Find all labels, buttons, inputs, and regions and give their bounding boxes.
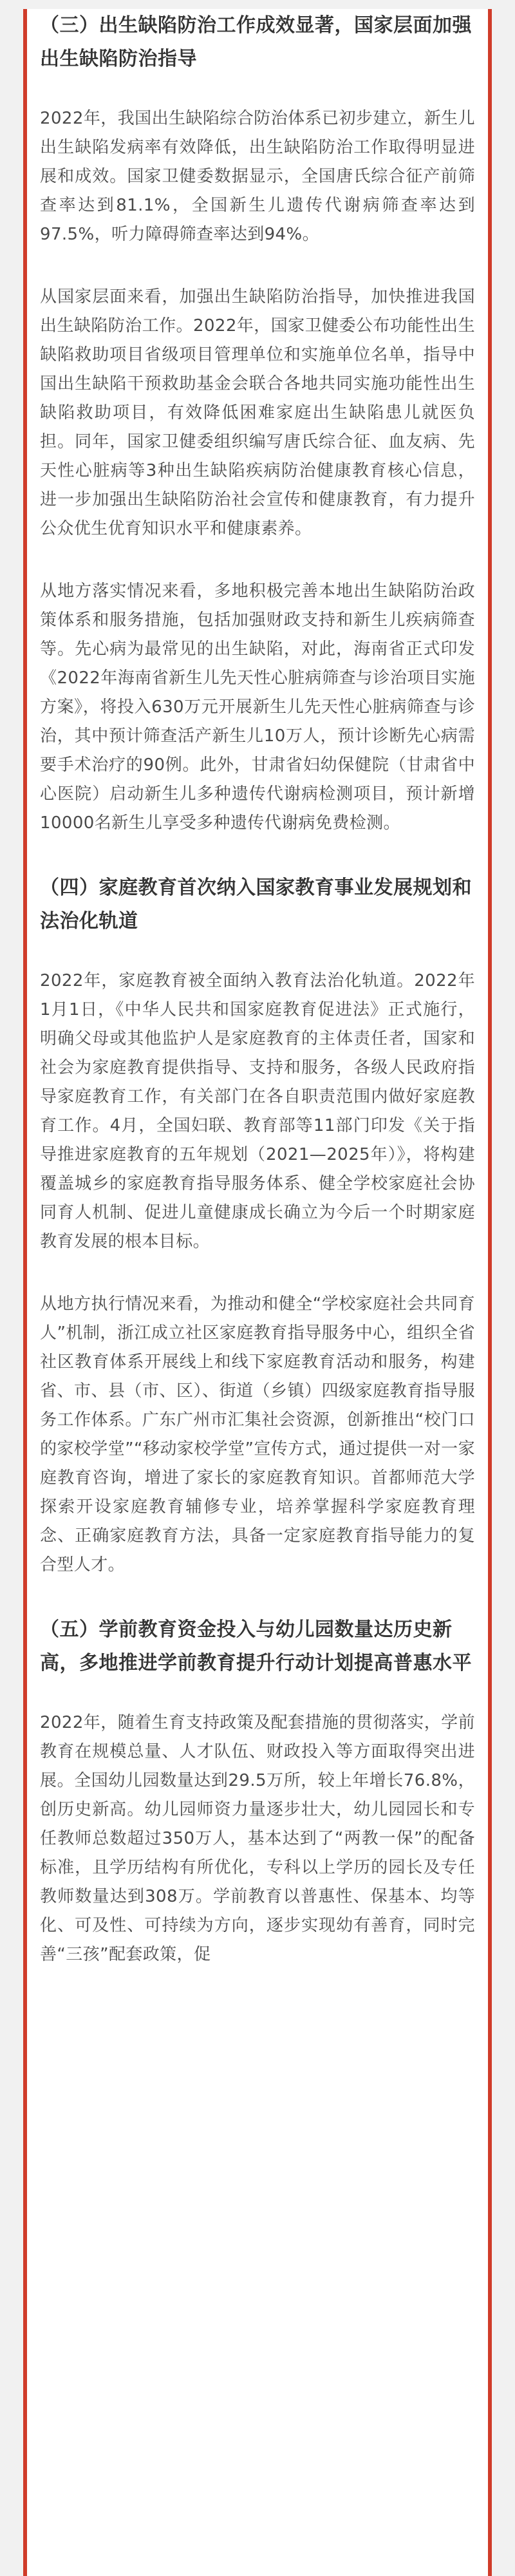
paragraph: 从地方执行情况来看，为推动和健全“学校家庭社会共同育人”机制，浙江成立社区家庭教育指导服务中心，组织全省社区教育体系开展线上和线下家庭教育活动和服务，构建省、市、县（市、区）、街道（乡镇）四级家庭教育指导服务工作体系。广东广州市汇集社会资源，创新推出“校门口的家校学堂”“移动家校学堂”宣传方式，通过提供一对一家庭教育咨询，增进了家长的家庭教育知识。首都师范大学探索开设家庭教育辅修专业，培养掌握科学家庭教育理念、正确家庭教育方法，具备一定家庭教育指导能力的复合型人才。	[40, 1294, 475, 1575]
paragraph: 2022年，我国出生缺陷综合防治体系已初步建立，新生儿出生缺陷发病率有效降低，出生缺陷防治工作取得明显进展和成效。国家卫健委数据显示，全国唐氏综合征产前筛查率达到81.1%，全国新生儿遗传代谢病筛查率达到97.5%，听力障碍筛查率达到94%。	[40, 109, 475, 244]
paragraph: 2022年，随着生育支持政策及配套措施的贯彻落实，学前教育在规模总量、人才队伍、财政投入等方面取得突出进展。全国幼儿园数量达到29.5万所，较上年增长76.8%，创历史新高。幼儿园师资力量逐步壮大，幼儿园园长和专任教师总数超过350万人，基本达到了“两教一保”的配备标准，且学历结构有所优化，专科以上学历的园长及专任教师数量达到308万。学前教育以普惠性、保基本、均等化、可及性、可持续为方向，逐步实现幼有善育，同时完善“三孩”配套政策，促	[40, 1713, 475, 1964]
section-heading-3: （三）出生缺陷防治工作成效显著，国家层面加强出生缺陷防治指导	[40, 14, 472, 70]
paragraph: 2022年，家庭教育被全面纳入教育法治化轨道。2022年1月1日，《中华人民共和国家庭教育促进法》正式施行，明确父母或其他监护人是家庭教育的主体责任者，国家和社会为家庭教育提供指导、支持和服务，各级人民政府指导家庭教育工作，有关部门在各自职责范围内做好家庭教育工作。4月，全国妇联、教育部等11部门印发《关于指导推进家庭教育的五年规划（2021—2025年）》，将构建覆盖城乡的家庭教育指导服务体系、健全学校家庭社会协同育人机制、促进儿童健康成长确立为今后一个时期家庭教育发展的根本目标。	[40, 971, 475, 1251]
article-content	[33, 9, 482, 1969]
section-heading-4: （四）家庭教育首次纳入国家教育事业发展规划和法治化轨道	[40, 876, 472, 933]
article-frame	[23, 9, 492, 2576]
section-heading-5: （五）学前教育资金投入与幼儿园数量达历史新高，多地推进学前教育提升行动计划提高普惠水平	[40, 1618, 472, 1674]
paragraph: 从地方落实情况来看，多地积极完善本地出生缺陷防治政策体系和服务措施，包括加强财政支持和新生儿疾病筛查等。先心病为最常见的出生缺陷，对此，海南省正式印发《2022年海南省新生儿先天性心脏病筛查与诊治项目实施方案》，将投入630万元开展新生儿先天性心脏病筛查与诊治，其中预计筛查活产新生儿10万人，预计诊断先心病需要手术治疗的90例。此外，甘肃省妇幼保健院（甘肃省中心医院）启动新生儿多种遗传代谢病检测项目，预计新增10000名新生儿享受多种遗传代谢病免费检测。	[40, 582, 475, 833]
paragraph: 从国家层面来看，加强出生缺陷防治指导，加快推进我国出生缺陷防治工作。2022年，国家卫健委公布功能性出生缺陷救助项目省级项目管理单位和实施单位名单，指导中国出生缺陷干预救助基金会联合各地共同实施功能性出生缺陷救助项目，有效降低困难家庭出生缺陷患儿就医负担。同年，国家卫健委组织编写唐氏综合征、血友病、先天性心脏病等3种出生缺陷疾病防治健康教育核心信息，进一步加强出生缺陷防治社会宣传和健康教育，有力提升公众优生优育知识水平和健康素养。	[40, 287, 475, 538]
